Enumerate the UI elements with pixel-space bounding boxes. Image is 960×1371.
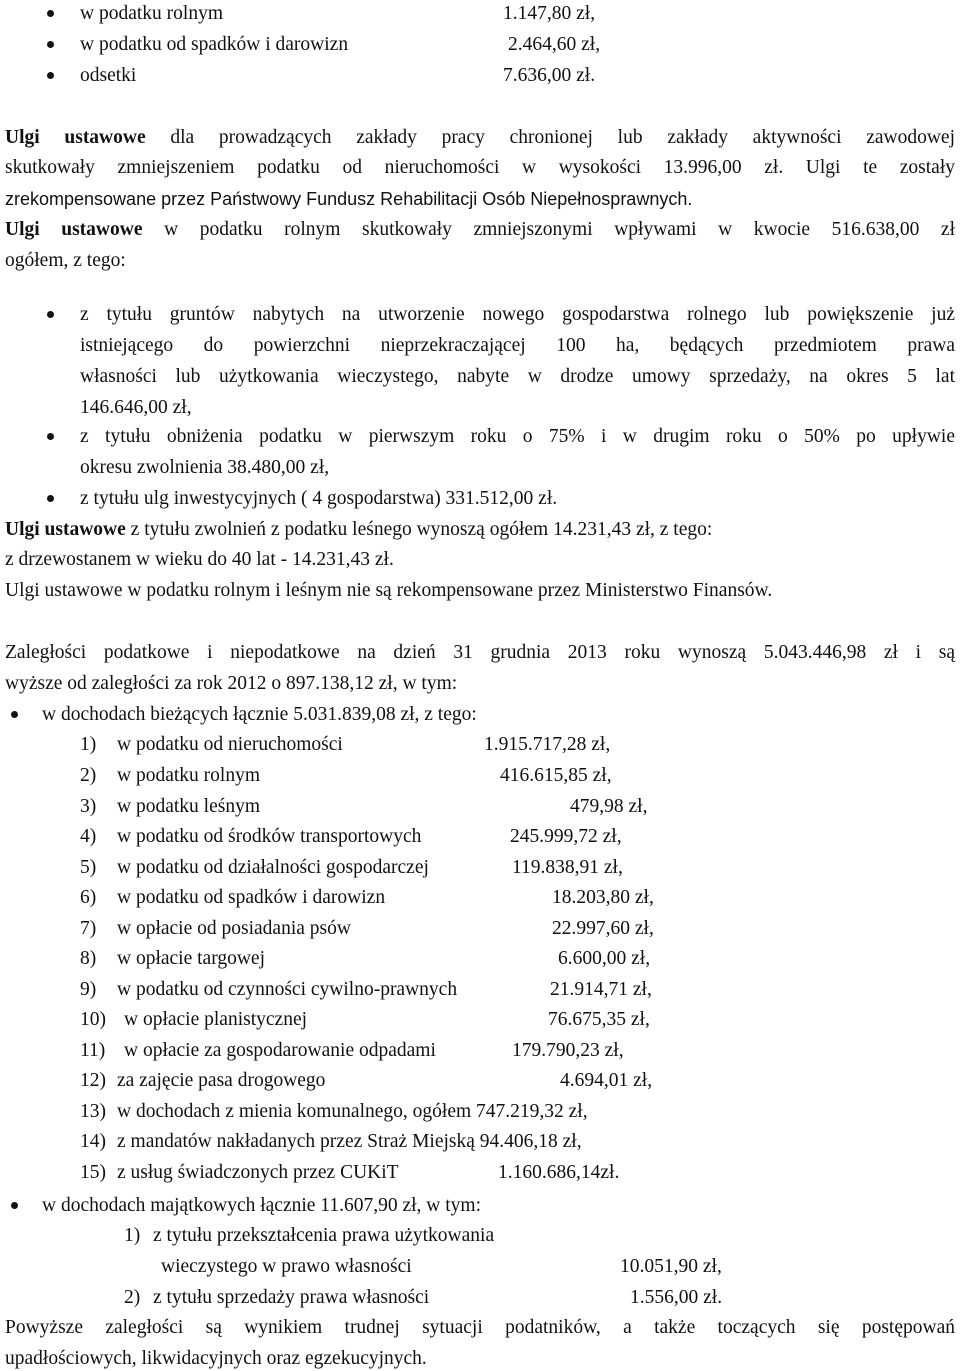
item-label: w podatku od spadków i darowizn [117,887,386,908]
text-span: w podatku rolnym skutkowały zmniejszonymi wpływami w kwocie 516.638,00 zł [164,219,956,240]
list-item-amount: 7.636,00 zł. [503,65,596,86]
item-label: w podatku leśnym [117,796,260,817]
item-number: 8) [80,948,97,969]
item-label: z usług świadczonych przez CUKiT [117,1162,399,1183]
item-amount: 179.790,23 zł, [512,1040,624,1061]
item-number: 6) [80,887,97,908]
list-item-label: odsetki [80,65,137,86]
item-label: w podatku od czynności cywilno-prawnych [117,979,458,1000]
list-item-amount: 1.147,80 zł, [503,3,596,24]
section-header: w dochodach bieżących łącznie 5.031.839,08 zł, z tego: [42,704,477,725]
paragraph-line: zrekompensowane przez Państwowy Fundusz Rehabilitacji Osób Niepełnosprawnych. [5,189,693,209]
item-label: w podatku rolnym [117,765,260,786]
item-amount: 18.203,80 zł, [552,887,654,908]
item-label: wieczystego w prawo własności [161,1256,412,1277]
item-number: 2) [80,765,97,786]
section-header: w dochodach majątkowych łącznie 11.607,90 zł, w tym: [42,1195,481,1216]
item-amount: 119.838,91 zł, [512,857,623,878]
item-number: 14) [80,1131,106,1152]
item-number: 10) [80,1009,106,1030]
paragraph-line: z tytułu obniżenia podatku w pierwszym roku o 75% i w drugim roku o 50% po upływie [80,426,955,447]
bullet-icon [11,1202,18,1209]
item-amount: 1.556,00 zł. [630,1287,723,1308]
item-number: 2) [124,1287,141,1308]
bold-term: Ulgi ustawowe [5,219,143,240]
bullet-icon [47,72,54,79]
item-label: w opłacie za gospodarowanie odpadami [124,1040,436,1061]
item-amount: 479,98 zł, [570,796,648,817]
item-number: 1) [124,1225,141,1246]
bold-term: Ulgi ustawowe [5,519,126,540]
paragraph-line: Powyższe zaległości są wynikiem trudnej sytuacji podatników, a także toczących się postępowań [5,1317,955,1338]
item-number: 3) [80,796,97,817]
item-number: 15) [80,1162,106,1183]
item-amount: 4.694,01 zł, [560,1070,653,1091]
item-amount: 22.997,60 zł, [552,918,654,939]
item-label: z mandatów nakładanych przez Straż Miejską 94.406,18 zł, [117,1131,582,1152]
bullet-icon [11,711,18,718]
item-label: w opłacie planistycznej [124,1009,308,1030]
paragraph-line: Ulgi ustawowe w podatku rolnym i leśnym nie są rekompensowane przez Ministerstwo Finansów. [5,580,773,601]
item-number: 5) [80,857,97,878]
item-label: w podatku od nieruchomości [117,734,343,755]
bullet-icon [47,433,54,440]
item-amount: 245.999,72 zł, [510,826,622,847]
item-number: 12) [80,1070,106,1091]
paragraph-line: własności lub użytkowania wieczystego, nabyte w drodze umowy sprzedaży, na okres 5 lat [80,366,955,387]
item-number: 13) [80,1101,106,1122]
paragraph-line: ogółem, z tego: [5,250,126,271]
item-label: z tytułu sprzedaży prawa własności [153,1287,430,1308]
list-item-amount: 2.464,60 zł, [508,34,601,55]
item-number: 11) [80,1040,106,1061]
item-label: w dochodach z mienia komunalnego, ogółem 747.219,32 zł, [117,1101,588,1122]
item-label: z tytułu przekształcenia prawa użytkowania [153,1225,495,1246]
paragraph-line [5,220,955,240]
text-span: dla prowadzących zakłady pracy chronionej lub zakłady aktywności zawodowej [170,127,955,148]
text-span: z tytułu zwolnień z podatku leśnego wynoszą ogółem 14.231,43 zł, z tego: [130,519,713,540]
paragraph-line [5,520,712,540]
paragraph-line: okresu zwolnienia 38.480,00 zł, [80,457,330,478]
paragraph-line: upadłościowych, likwidacyjnych oraz egzekucyjnych. [5,1348,427,1369]
paragraph-line: skutkowały zmniejszeniem podatku od nieruchomości w wysokości 13.996,00 zł. Ulgi te zostały [5,157,955,178]
item-number: 9) [80,979,97,1000]
paragraph-line: istniejącego do powierzchni nieprzekraczającej 100 ha, będących przedmiotem prawa [80,335,955,356]
list-item-label: w podatku od spadków i darowizn [80,34,349,55]
item-amount: 1.915.717,28 zł, [484,734,611,755]
bullet-icon [47,10,54,17]
paragraph-line [5,128,955,148]
bullet-icon [47,311,54,318]
item-label: w opłacie targowej [117,948,266,969]
item-number: 7) [80,918,97,939]
paragraph-line: Zaległości podatkowe i niepodatkowe na dzień 31 grudnia 2013 roku wynoszą 5.043.446,98 zł i są [5,642,955,663]
bullet-icon [47,41,54,48]
item-number: 4) [80,826,97,847]
item-label: za zajęcie pasa drogowego [117,1070,326,1091]
paragraph-line: z drzewostanem w wieku do 40 lat - 14.231,43 zł. [5,549,394,570]
item-amount: 6.600,00 zł, [558,948,651,969]
bold-term: Ulgi ustawowe [5,127,146,148]
item-label: w podatku od działalności gospodarczej [117,857,429,878]
paragraph-line: z tytułu gruntów nabytych na utworzenie nowego gospodarstwa rolnego lub powiększenie już [80,304,955,325]
paragraph-line: wyższe od zaległości za rok 2012 o 897.138,12 zł, w tym: [5,673,458,694]
item-amount: 21.914,71 zł, [550,979,652,1000]
list-item-label: w podatku rolnym [80,3,223,24]
item-amount: 1.160.686,14zł. [498,1162,620,1183]
item-amount: 76.675,35 zł, [548,1009,650,1030]
bullet-icon [47,495,54,502]
item-amount: 10.051,90 zł, [620,1256,722,1277]
paragraph-line: z tytułu ulg inwestycyjnych ( 4 gospodarstwa) 331.512,00 zł. [80,488,558,509]
item-number: 1) [80,734,97,755]
item-amount: 416.615,85 zł, [500,765,612,786]
item-label: w opłacie od posiadania psów [117,918,351,939]
paragraph-line: 146.646,00 zł, [80,397,192,418]
item-label: w podatku od środków transportowych [117,826,422,847]
